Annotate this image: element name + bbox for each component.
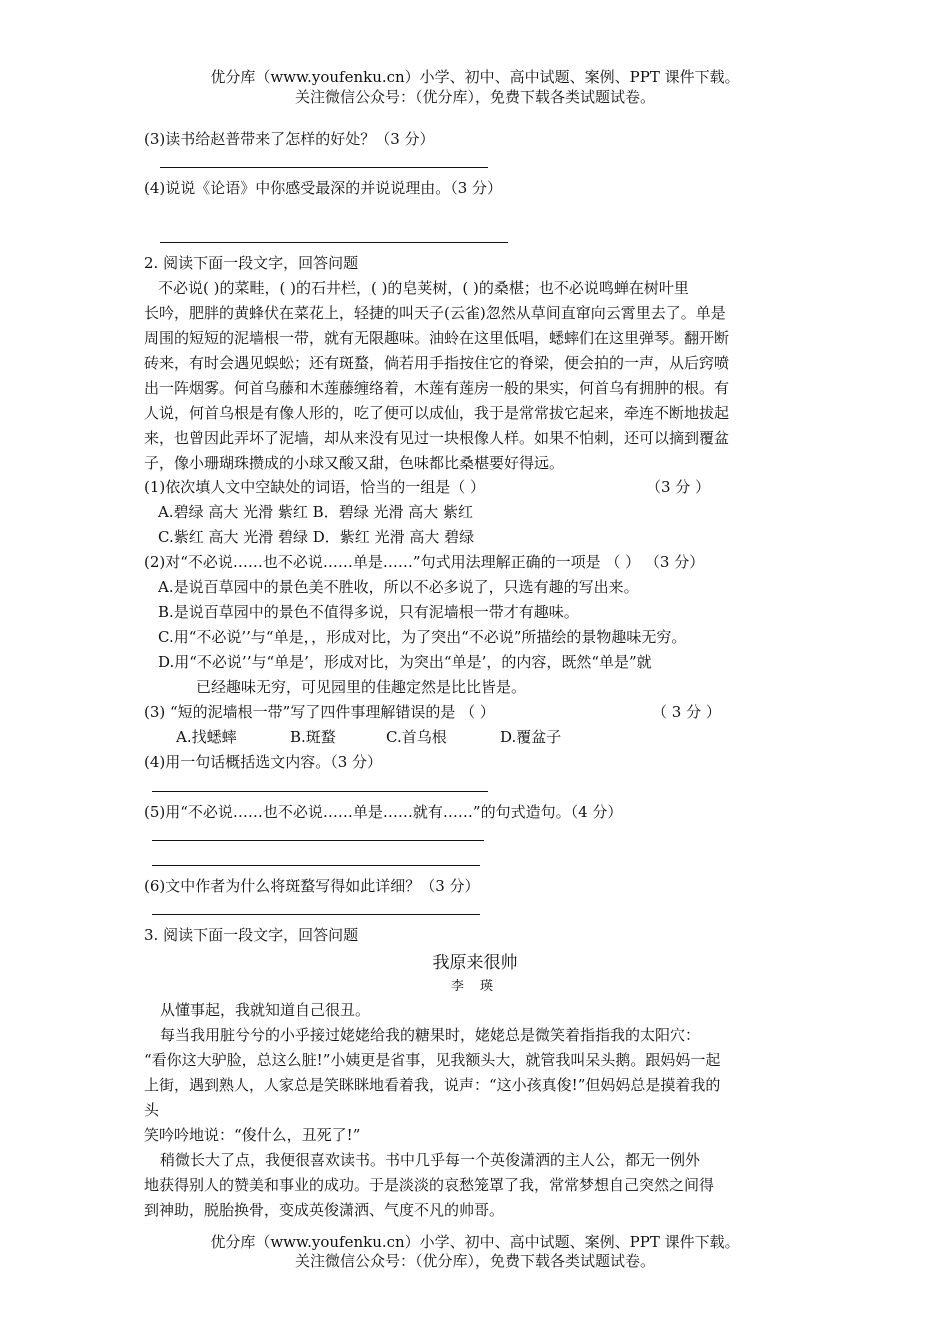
article-line: 从懂事起，我就知道自己很丑。 xyxy=(160,1001,371,1019)
page-header-line2: 关注微信公众号：（优分库），免费下载各类试题试卷。 xyxy=(294,88,655,106)
q2-s5-stem: (5)用“不必说……也不必说……单是……就有……”的句式造句。（4 分） xyxy=(144,803,623,821)
passage-line: 长吟，肥胖的黄蜂伏在菜花上，轻捷的叫天子(云雀)忽然从草间直窜向云霄里去了。单是 xyxy=(144,304,726,322)
q2-s3-option-b[interactable]: B.斑蝥 xyxy=(290,728,336,746)
article-line: 上街，遇到熟人，人家总是笑眯眯地看着我，说声：“这小孩真俊!”但妈妈总是摸着我的 xyxy=(144,1076,721,1094)
q2-s2-option-c[interactable]: C.用“不必说’’与“单是，，形成对比，为了突出“不必说”所描绘的景物趣味无穷。 xyxy=(158,628,687,646)
page-footer-line1: 优分库（www.youfenku.cn）小学、初中、高中试题、案例、PPT 课件下载。 xyxy=(210,1233,740,1251)
q2-s2-option-d[interactable]: D.用“不必说’’与“单是’，形成对比，为突出“单是’，的内容，既然“单是”就 xyxy=(158,653,652,671)
q2-s1-options-cd[interactable]: C.紫红 高大 光滑 碧绿 D．紫红 光滑 高大 碧绿 xyxy=(158,528,475,546)
article-line: “看你这大驴脸，总这么脏!”小姨更是省事，见我额头大，就管我叫呆头鹅。跟妈妈一起 xyxy=(144,1051,721,1069)
answer-line[interactable] xyxy=(160,242,508,243)
q2-s3-stem: (3) “短的泥墙根一带”写了四件事理解错误的是 （ ） xyxy=(144,703,495,721)
q2-s2-stem: (2)对“不必说……也不必说……单是……”句式用法理解正确的一项是 （ ） （3 分） xyxy=(144,553,705,571)
q3-heading: 3. 阅读下面一段文字，回答问题 xyxy=(144,926,359,944)
article-line: 笑吟吟地说：“俊什么，丑死了!” xyxy=(144,1126,361,1144)
passage-line: 砖来，有时会遇见蜈蚣；还有斑蝥，倘若用手指按住它的脊梁，便会拍的一声，从后窍喷 xyxy=(144,354,730,372)
q2-s3-option-d[interactable]: D.覆盆子 xyxy=(500,728,562,746)
article-line: 地获得别人的赞美和事业的成功。于是淡淡的哀愁笼罩了我，常常梦想自己突然之间得 xyxy=(144,1176,715,1194)
passage-line: 不必说( )的菜畦，( )的石井栏，( )的皂荚树，( )的桑椹；也不必说鸣蝉在树叶里 xyxy=(158,279,689,297)
passage-line: 周围的短短的泥墙根一带，就有无限趣味。油蛉在这里低唱，蟋蟀们在这里弹琴。翻开断 xyxy=(144,329,730,347)
q2-s6-stem: (6)文中作者为什么将斑蝥写得如此详细？（3 分） xyxy=(144,877,480,895)
q2-s2-option-d-cont: 已经趣味无穷，可见园里的佳趣定然是比比皆是。 xyxy=(196,678,527,696)
page-header-line1: 优分库（www.youfenku.cn）小学、初中、高中试题、案例、PPT 课件下载。 xyxy=(210,68,740,86)
answer-line[interactable] xyxy=(152,840,484,841)
q2-s3-option-a[interactable]: A.找蟋蟀 xyxy=(176,728,237,746)
q2-s1-score: （3 分 ） xyxy=(646,478,711,496)
article-line: 头 xyxy=(144,1101,160,1119)
q2-s4-stem: (4)用一句话概括选文内容。（3 分） xyxy=(144,753,383,771)
q2-s2-option-b[interactable]: B.是说百草园中的景色不值得多说，只有泥墙根一带才有趣味。 xyxy=(158,603,579,621)
article-line: 稍微长大了点，我便很喜欢读书。书中几乎每一个英俊潇洒的主人公，都无一例外 xyxy=(160,1151,701,1169)
passage-line: 子，像小珊瑚珠攒成的小球又酸又甜，色味都比桑椹要好得远。 xyxy=(144,454,565,472)
q2-s2-option-a[interactable]: A.是说百草园中的景色美不胜收，所以不必多说了，只选有趣的写出来。 xyxy=(158,578,639,596)
passage-line: 来，也曾因此弄坏了泥墙，却从来没有见过一块根像人样。如果不怕刺，还可以摘到覆盆 xyxy=(144,429,730,447)
article-line: 到神助，脱胎换骨，变成英俊潇洒、气度不凡的帅哥。 xyxy=(144,1201,505,1219)
passage-line: 人说，何首乌根是有像人形的，吃了便可以成仙，我于是常常拔它起来，牵连不断地拔起 xyxy=(144,404,730,422)
article-title: 我原来很帅 xyxy=(432,953,518,973)
q2-s1-options-ab[interactable]: A.碧绿 高大 光滑 紫红 B．碧绿 光滑 高大 紫红 xyxy=(158,503,474,521)
page-footer-line2: 关注微信公众号：（优分库），免费下载各类试题试卷。 xyxy=(294,1252,655,1270)
q2-s1-stem: (1)依次填人文中空缺处的词语，恰当的一组是（ ） xyxy=(144,478,486,496)
q1-sub3-stem: (3)读书给赵普带来了怎样的好处？（3 分） xyxy=(144,130,435,148)
q1-sub4-stem: (4)说说《论语》中你感受最深的并说说理由。（3 分） xyxy=(144,179,503,197)
article-author: 李 瑛 xyxy=(450,979,500,994)
answer-line[interactable] xyxy=(152,914,480,915)
q2-heading: 2. 阅读下面一段文字，回答问题 xyxy=(144,254,359,272)
answer-line[interactable] xyxy=(152,865,480,866)
answer-line[interactable] xyxy=(152,791,488,792)
passage-line: 出一阵烟雾。何首乌藤和木莲藤缠络着，木莲有莲房一般的果实，何首乌有拥肿的根。有 xyxy=(144,379,730,397)
answer-line[interactable] xyxy=(160,167,488,168)
q2-s3-option-c[interactable]: C.首乌根 xyxy=(386,728,447,746)
q2-s3-score: （ 3 分 ） xyxy=(652,703,721,721)
article-line: 每当我用脏兮兮的小乎接过姥姥给我的糖果时，姥姥总是微笑着指指我的太阳穴： xyxy=(160,1026,701,1044)
